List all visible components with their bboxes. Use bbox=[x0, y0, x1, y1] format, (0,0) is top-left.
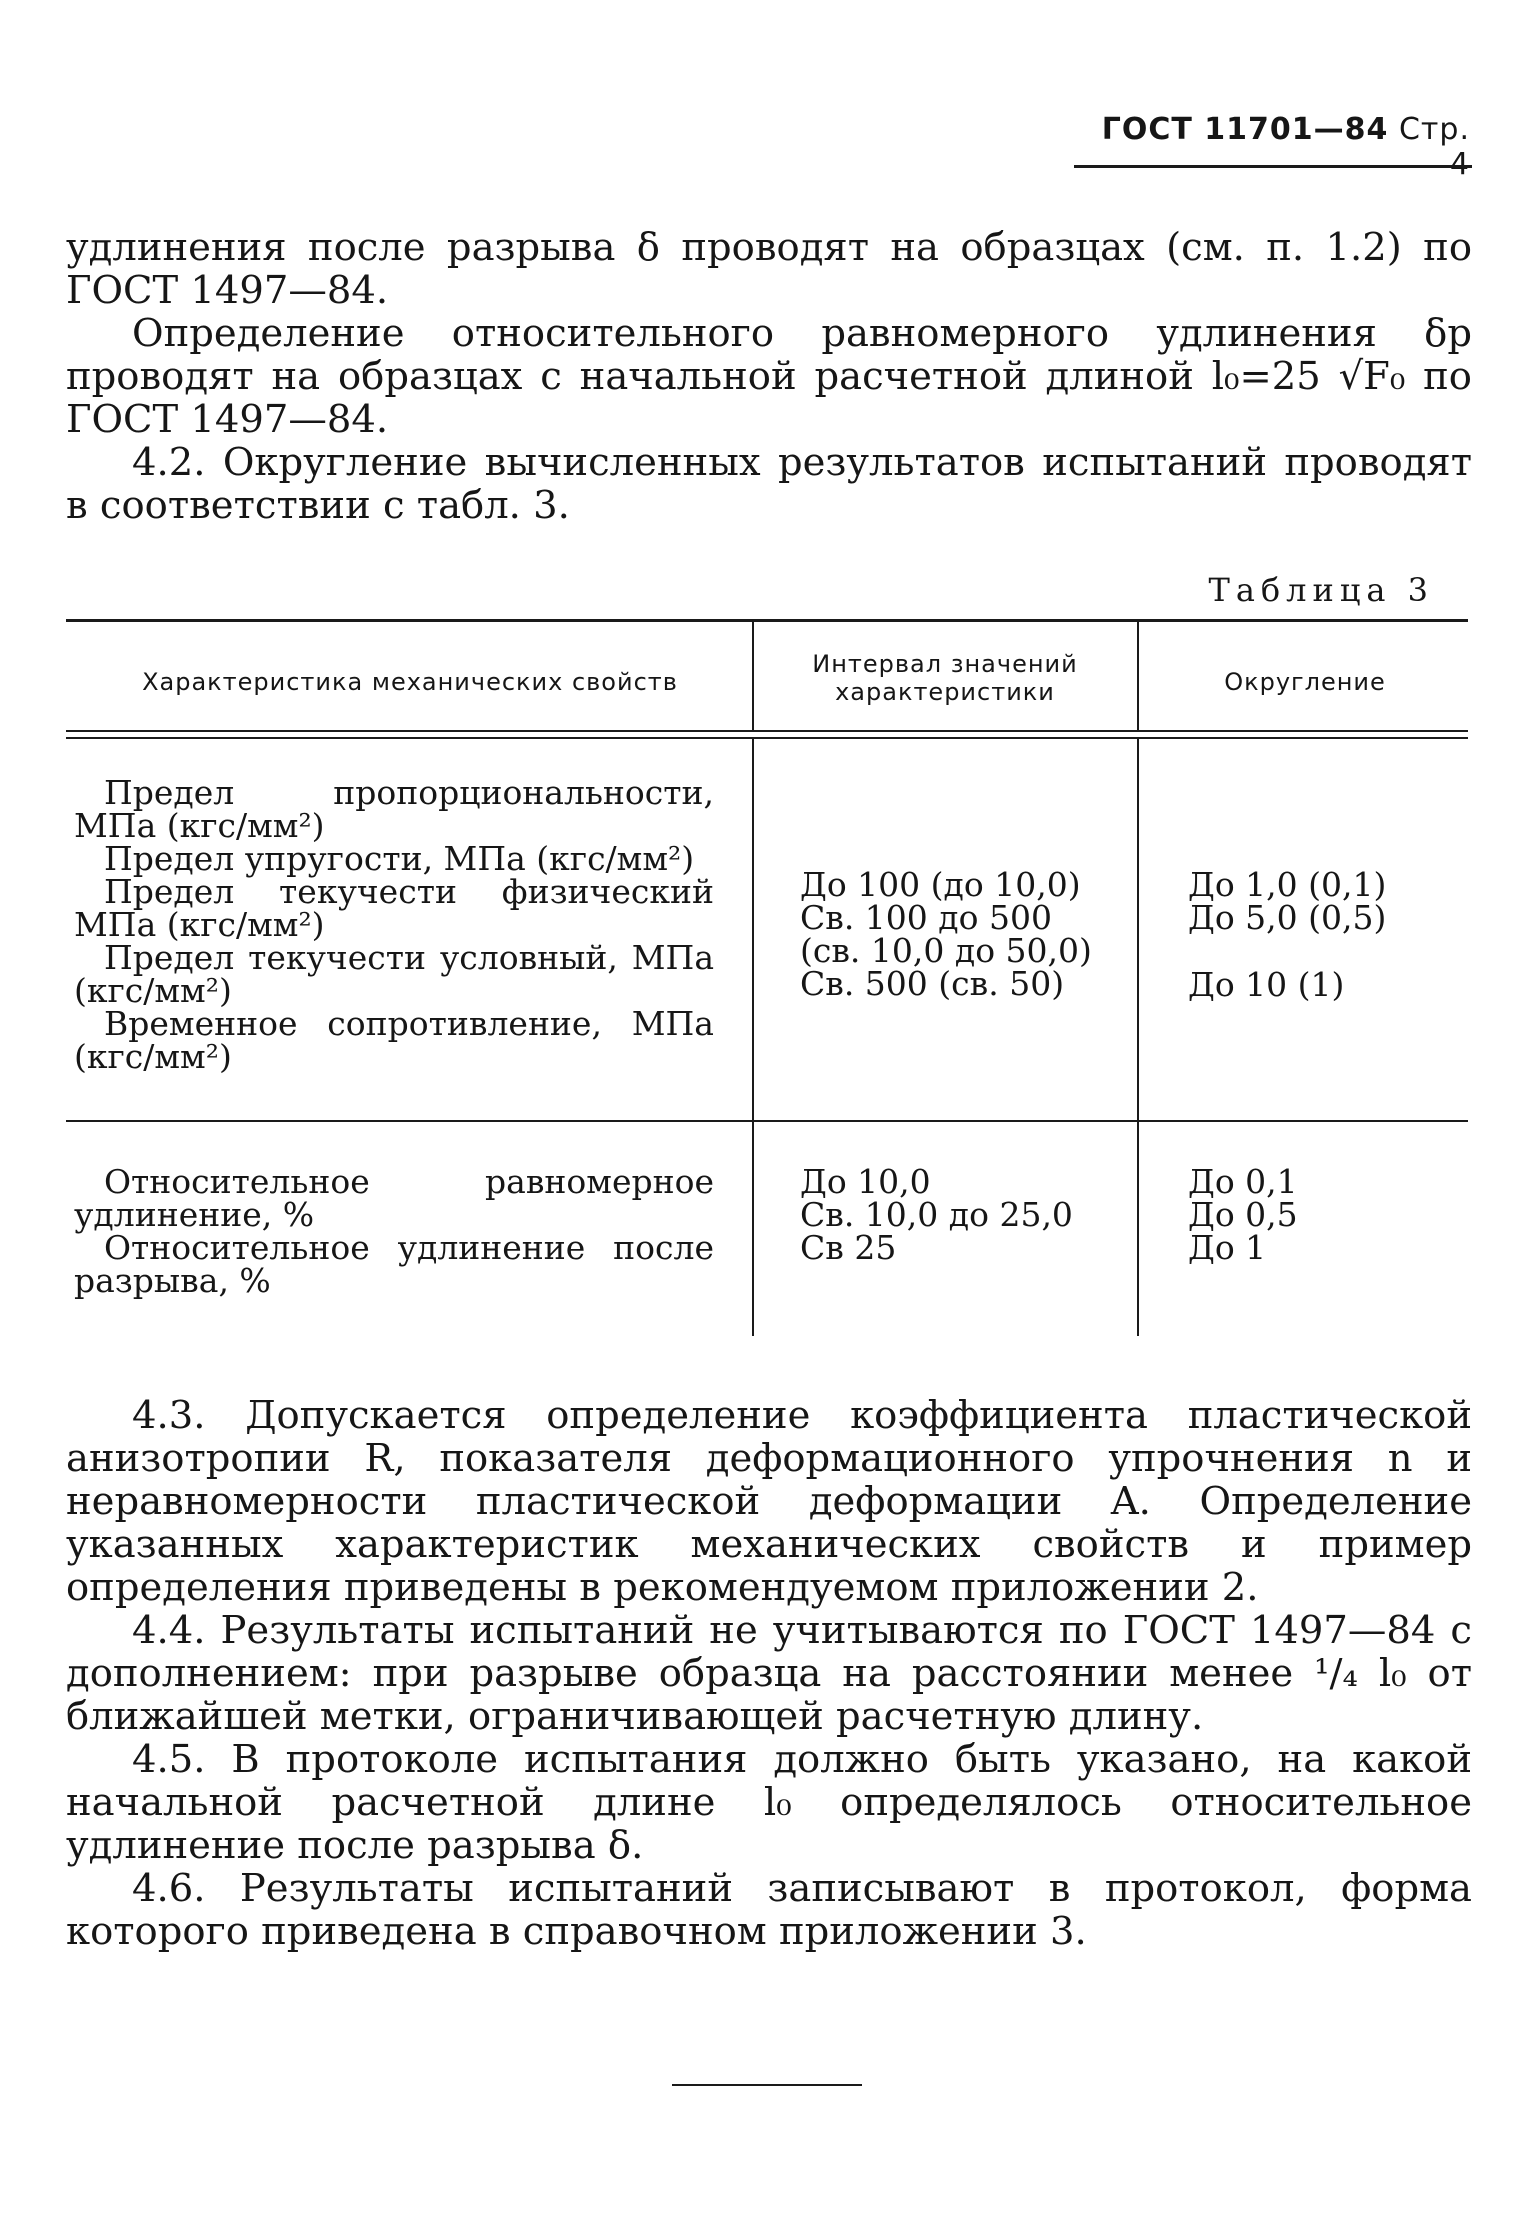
body-paragraph: 4.5. В протоколе испытания должно быть указано, на какой начальной расчетной длине l₀ определялось относительное удлинение после разрыва δ. bbox=[66, 1737, 1472, 1868]
table-top-rule bbox=[66, 619, 1468, 622]
property-item: Предел пропорциональности, МПа (кгс/мм²) bbox=[74, 773, 714, 845]
intro-paragraph: 4.2. Округление вычисленных результатов испытаний проводят в соответствии с табл. 3. bbox=[66, 440, 1472, 528]
rounding-item: До 1,0 (0,1) bbox=[1188, 865, 1387, 904]
property-item: Предел текучести физический МПа (кгс/мм²) bbox=[74, 872, 714, 944]
interval-item: Св. 500 (св. 50) bbox=[800, 964, 1065, 1003]
page-header bbox=[1080, 112, 1470, 182]
footer-rule bbox=[672, 2084, 862, 2086]
column-divider bbox=[752, 621, 754, 731]
standard-number: ГОСТ 11701—84 bbox=[1101, 112, 1389, 147]
header-bottom-rule bbox=[66, 737, 1468, 739]
table-header-property: Характеристика механических свойств bbox=[142, 668, 678, 696]
interval-list bbox=[800, 865, 1140, 1003]
column-divider bbox=[752, 738, 754, 1120]
body-paragraph: 4.3. Допускается определение коэффициента пластической анизотропии R, показателя деформационного упрочнения n и неравномерности пластической деформации A. Определение указанных характеристик механических свойств и пример определения приведены в рекомендуемом приложении 2. bbox=[66, 1393, 1472, 1610]
interval-item: (св. 10,0 до 50,0) bbox=[800, 931, 1092, 970]
intro-text bbox=[66, 226, 1472, 527]
interval-item: Св. 10,0 до 25,0 bbox=[800, 1195, 1073, 1234]
body-text bbox=[66, 1394, 1472, 1953]
column-divider bbox=[1137, 621, 1139, 731]
table-caption: Таблица 3 bbox=[1208, 571, 1434, 609]
rounding-item: До 5,0 (0,5) bbox=[1188, 898, 1387, 937]
rounding-item: До 0,1 bbox=[1188, 1162, 1298, 1201]
group-separator-rule bbox=[66, 1120, 1468, 1122]
rounding-item: До 0,5 bbox=[1188, 1195, 1298, 1234]
intro-paragraph: Определение относительного равномерного удлинения δр проводят на образцах с начальной расчетной длиной l₀=25 √F₀ по ГОСТ 1497—84. bbox=[66, 311, 1472, 442]
property-item: Временное сопротивление, МПа (кгс/мм²) bbox=[74, 1004, 714, 1076]
header-rule bbox=[1074, 165, 1472, 168]
property-item: Относительное равномерное удлинение, % bbox=[74, 1162, 714, 1234]
header-bottom-rule bbox=[66, 730, 1468, 732]
interval-list bbox=[800, 1162, 1140, 1267]
interval-item: Св. 100 до 500 bbox=[800, 898, 1052, 937]
rounding-item: До 1 bbox=[1188, 1228, 1267, 1267]
rounding-item: До 10 (1) bbox=[1188, 965, 1345, 1004]
rounding-list bbox=[1188, 1162, 1448, 1267]
body-paragraph: 4.6. Результаты испытаний записывают в протокол, форма которого приведена в справочном приложении 3. bbox=[66, 1866, 1472, 1954]
body-paragraph: 4.4. Результаты испытаний не учитываются по ГОСТ 1497—84 с дополнением: при разрыве образца на расстоянии менее ¹/₄ l₀ от ближайшей метки, ограничивающей расчетную длину. bbox=[66, 1608, 1472, 1739]
interval-item: До 100 (до 10,0) bbox=[800, 865, 1081, 904]
interval-item: Св 25 bbox=[800, 1228, 897, 1267]
property-item: Относительное удлинение после разрыва, % bbox=[74, 1228, 714, 1300]
table-header-rounding: Округление bbox=[1224, 668, 1386, 696]
table-header-interval: Интервал значений характеристики bbox=[812, 650, 1078, 706]
interval-item: До 10,0 bbox=[800, 1162, 931, 1201]
property-item: Предел текучести условный, МПа (кгс/мм²) bbox=[74, 938, 714, 1010]
property-list bbox=[74, 773, 714, 1076]
page-number: Стр. bbox=[1398, 112, 1470, 147]
intro-paragraph: удлинения после разрыва δ проводят на образцах (см. п. 1.2) по ГОСТ 1497—84. bbox=[66, 225, 1472, 313]
rounding-list bbox=[1188, 865, 1448, 1004]
property-item: Предел упругости, МПа (кгс/мм²) bbox=[104, 839, 695, 878]
column-divider bbox=[752, 1122, 754, 1336]
property-list bbox=[74, 1162, 714, 1300]
